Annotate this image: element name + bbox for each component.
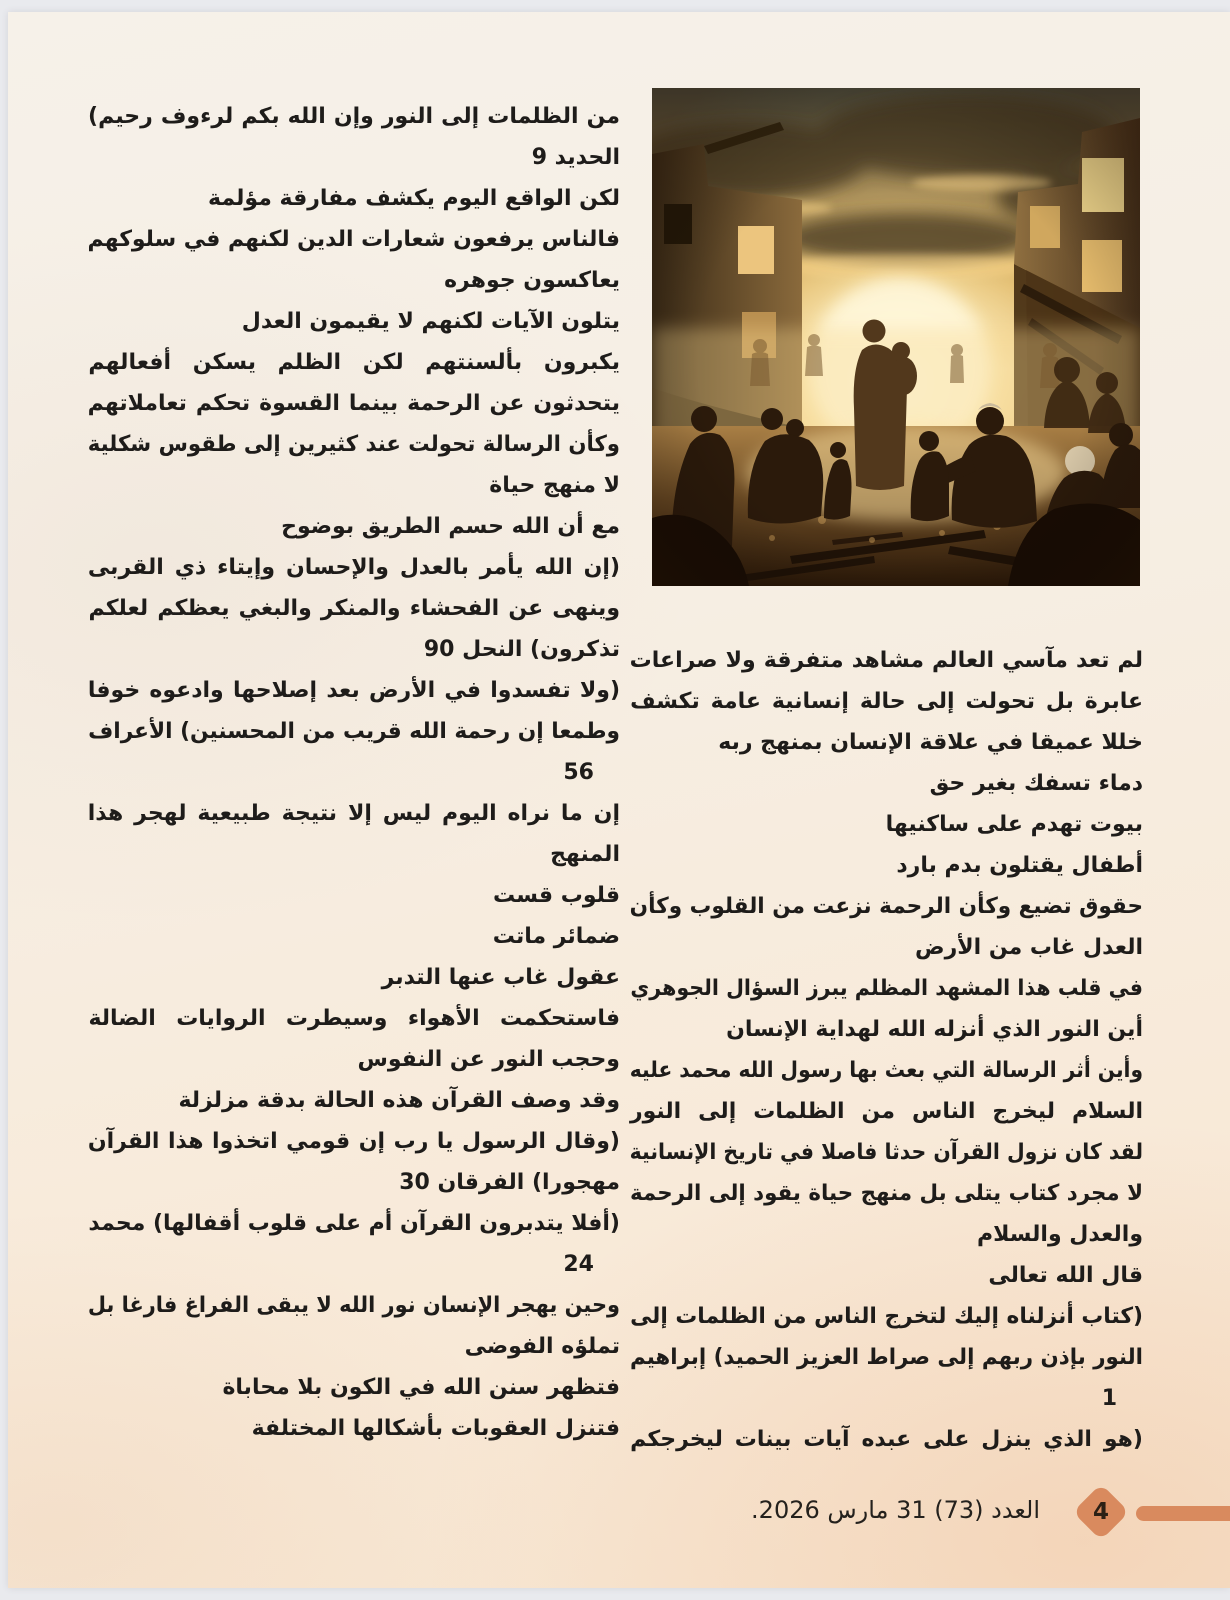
- text-line: ضمائر ماتت: [492, 924, 620, 949]
- text-line: فالناس يرفعون شعارات الدين لكنهم في سلوكهم: [87, 227, 621, 252]
- right-text-column: [630, 640, 1143, 1460]
- text-line: (أفلا يتدبرون القرآن أم على قلوب أقفالها) محمد: [88, 1211, 620, 1236]
- text-line: وأين أثر الرسالة التي بعث بها رسول الله محمد عليه: [629, 1058, 1143, 1083]
- text-line: السلام ليخرج الناس من الظلمات إلى النور: [629, 1099, 1143, 1124]
- text-line: الحديد 9: [531, 145, 620, 170]
- text-line: يكبرون بألسنتهم لكن الظلم يسكن أفعالهم: [88, 350, 620, 375]
- issue-date-text: العدد (73) 31 مارس 2026.: [751, 1496, 1040, 1524]
- page-number: 4: [1093, 1499, 1110, 1525]
- text-line: تملؤه الفوضى: [464, 1334, 620, 1359]
- text-line: النور بإذن ربهم إلى صراط العزيز الحميد) إبراهيم: [629, 1345, 1143, 1370]
- text-line: بيوت تهدم على ساكنيها: [885, 812, 1143, 837]
- text-line: مع أن الله حسم الطريق بوضوح: [281, 514, 620, 539]
- text-line: عابرة بل تحولت إلى حالة إنسانية عامة تكشف: [630, 689, 1143, 714]
- text-line: لقد كان نزول القرآن حدثا فاصلا في تاريخ الإنسانية: [629, 1140, 1143, 1165]
- text-line: (ولا تفسدوا في الأرض بعد إصلاحها وادعوه خوفا: [87, 678, 620, 703]
- text-line: (كتاب أنزلناه إليك لتخرج الناس من الظلمات إلى: [630, 1304, 1143, 1329]
- text-line: من الظلمات إلى النور وإن الله بكم لرءوف رحيم): [88, 104, 620, 129]
- text-line: حقوق تضيع وكأن الرحمة نزعت من القلوب وكأن: [629, 894, 1143, 919]
- footer-accent-line: [1136, 1506, 1230, 1521]
- left-text-column: [88, 96, 620, 1449]
- text-line: وطمعا إن رحمة الله قريب من المحسنين) الأعراف: [88, 719, 620, 744]
- article-photo: [652, 88, 1140, 586]
- text-line: وحجب النور عن النفوس: [357, 1047, 620, 1072]
- text-line: وحين يهجر الإنسان نور الله لا يبقى الفراغ فارغا بل: [87, 1293, 621, 1318]
- text-line: وقد وصف القرآن هذه الحالة بدقة مزلزلة: [178, 1088, 620, 1113]
- text-line: في قلب هذا المشهد المظلم يبرز السؤال الجوهري: [630, 976, 1143, 1001]
- photo-vignette: [652, 88, 1140, 586]
- page-number-badge: [1073, 1484, 1130, 1541]
- text-line: قال الله تعالى: [988, 1263, 1143, 1288]
- text-line: أطفال يقتلون بدم بارد: [896, 853, 1143, 878]
- text-line: إن ما نراه اليوم ليس إلا نتيجة طبيعية لهجر هذا: [87, 801, 620, 826]
- text-line: يتحدثون عن الرحمة بينما القسوة تحكم تعاملاتهم: [87, 391, 620, 416]
- text-line: وكأن الرسالة تحولت عند كثيرين إلى طقوس شكلية: [87, 432, 621, 457]
- text-line: لم تعد مآسي العالم مشاهد متفرقة ولا صراعات: [629, 648, 1143, 673]
- text-line: تذكرون) النحل 90: [423, 637, 620, 662]
- text-line: فتظهر سنن الله في الكون بلا محاباة: [222, 1375, 620, 1400]
- text-line: أين النور الذي أنزله الله لهداية الإنسان: [726, 1017, 1143, 1042]
- text-line: فتنزل العقوبات بأشكالها المختلفة: [251, 1416, 620, 1441]
- text-line: لا مجرد كتاب يتلى بل منهج حياة يقود إلى الرحمة: [629, 1181, 1143, 1206]
- paper-background: [8, 12, 1230, 1588]
- text-line: 56: [563, 760, 594, 785]
- text-line: قلوب قست: [492, 883, 620, 908]
- text-line: لا منهج حياة: [489, 473, 620, 498]
- text-line: وينهى عن الفحشاء والمنكر والبغي يعظكم لعلكم: [88, 596, 620, 621]
- text-line: (هو الذي ينزل على عبده آيات بينات ليخرجكم: [630, 1427, 1143, 1452]
- text-line: (وقال الرسول يا رب إن قومي اتخذوا هذا القرآن: [87, 1129, 620, 1154]
- text-line: يعاكسون جوهره: [444, 268, 620, 293]
- text-line: والعدل والسلام: [976, 1222, 1143, 1247]
- text-line: 24: [563, 1252, 594, 1277]
- text-line: المنهج: [550, 842, 620, 867]
- text-line: فاستحكمت الأهواء وسيطرت الروايات الضالة: [88, 1006, 620, 1031]
- text-line: عقول غاب عنها التدبر: [381, 965, 620, 990]
- text-line: لكن الواقع اليوم يكشف مفارقة مؤلمة: [208, 186, 620, 211]
- text-line: دماء تسفك بغير حق: [929, 771, 1143, 796]
- text-line: يتلون الآيات لكنهم لا يقيمون العدل: [241, 309, 620, 334]
- text-line: 1: [1101, 1386, 1117, 1411]
- text-line: مهجورا) الفرقان 30: [399, 1170, 620, 1195]
- text-line: (إن الله يأمر بالعدل والإحسان وإيتاء ذي القربى: [87, 555, 620, 580]
- text-line: خللا عميقا في علاقة الإنسان بمنهج ربه: [718, 730, 1143, 755]
- text-line: العدل غاب من الأرض: [915, 935, 1143, 960]
